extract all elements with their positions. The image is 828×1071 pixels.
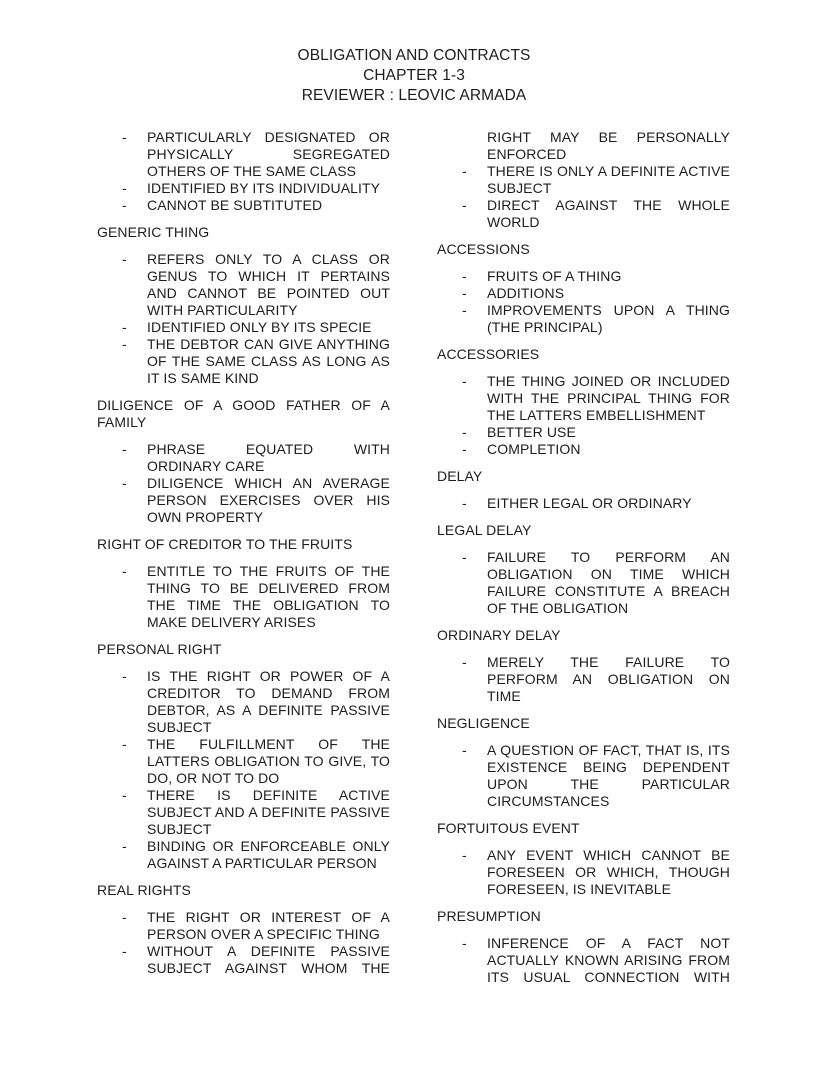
bullet-dash: - — [462, 742, 467, 758]
topic-list — [97, 909, 390, 977]
bullet-dash: - — [462, 163, 467, 179]
topic-heading: DELAY — [437, 468, 483, 484]
document-title-block — [0, 0, 828, 106]
bullet-dash: - — [122, 909, 127, 925]
topic-heading: ACCESSIONS — [437, 241, 530, 257]
list-item-text: COMPLETION — [487, 441, 581, 457]
topic-heading: ACCESSORIES — [437, 346, 540, 362]
topic-heading: PRESUMPTION — [437, 908, 541, 924]
list-item — [437, 163, 730, 197]
document-reviewer: REVIEWER : LEOVIC ARMADA — [301, 87, 527, 104]
bullet-dash: - — [122, 736, 127, 752]
list-item — [437, 742, 730, 810]
topic-list — [437, 129, 730, 231]
bullet-dash: - — [462, 285, 467, 301]
list-item — [97, 563, 390, 631]
document-chapter: CHAPTER 1-3 — [363, 67, 465, 84]
list-item — [437, 495, 730, 512]
list-item-text: CANNOT BE SUBTITUTED — [147, 197, 323, 213]
bullet-dash: - — [122, 838, 127, 854]
list-item-text: IDENTIFIED BY ITS INDIVIDUALITY — [147, 180, 381, 196]
topic-heading: GENERIC THING — [97, 224, 210, 240]
bullet-dash: - — [462, 935, 467, 951]
topic-section — [437, 908, 730, 986]
bullet-dash: - — [122, 129, 127, 145]
list-item — [437, 373, 730, 424]
bullet-dash: - — [122, 180, 127, 196]
topic-heading: REAL RIGHTS — [97, 882, 191, 898]
topic-list — [437, 549, 730, 617]
column-left — [97, 129, 390, 986]
topic-heading: FORTUITOUS EVENT — [437, 820, 580, 836]
list-item-text: A QUESTION OF FACT, THAT IS, ITS EXISTENCE BEING DEPENDENT UPON THE PARTICULAR CIRCUMSTANCES — [487, 742, 730, 809]
list-item-text: THERE IS ONLY A DEFINITE ACTIVE SUBJECT — [487, 163, 730, 196]
list-item — [437, 441, 730, 458]
topic-heading: DILIGENCE OF A GOOD FATHER OF A FAMILY — [97, 397, 390, 430]
list-item — [437, 935, 730, 986]
bullet-dash: - — [462, 268, 467, 284]
topic-section — [437, 820, 730, 898]
list-item-text: WITHOUT A DEFINITE PASSIVE SUBJECT AGAINST WHOM THE — [147, 943, 390, 976]
document-title: OBLIGATION AND CONTRACTS — [297, 47, 531, 64]
list-item-text: REFERS ONLY TO A CLASS OR GENUS TO WHICH IT PERTAINS AND CANNOT BE POINTED OUT WITH PARTICULARITY — [147, 251, 390, 318]
topic-list — [437, 935, 730, 986]
list-item-text: IMPROVEMENTS UPON A THING (THE PRINCIPAL) — [487, 302, 730, 335]
column-right — [437, 129, 730, 986]
topic-list — [437, 742, 730, 810]
topic-heading: NEGLIGENCE — [437, 715, 530, 731]
list-item — [97, 197, 390, 214]
list-item — [97, 736, 390, 787]
bullet-dash: - — [122, 197, 127, 213]
topic-list — [437, 268, 730, 336]
list-item-text: BETTER USE — [487, 424, 576, 440]
two-column-layout — [97, 129, 730, 986]
list-item — [437, 268, 730, 285]
bullet-dash: - — [122, 943, 127, 959]
topic-list — [97, 668, 390, 872]
topic-list — [97, 251, 390, 387]
list-item — [97, 668, 390, 736]
list-item — [97, 787, 390, 838]
bullet-dash: - — [122, 787, 127, 803]
bullet-dash: - — [462, 373, 467, 389]
topic-list — [437, 495, 730, 512]
bullet-dash: - — [462, 654, 467, 670]
bullet-dash: - — [122, 336, 127, 352]
list-item — [97, 336, 390, 387]
list-item — [437, 549, 730, 617]
list-item-text: IS THE RIGHT OR POWER OF A CREDITOR TO DEMAND FROM DEBTOR, AS A DEFINITE PASSIVE SUBJECT — [147, 668, 390, 735]
topic-heading: PERSONAL RIGHT — [97, 641, 222, 657]
list-item-text: ANY EVENT WHICH CANNOT BE FORESEEN OR WHICH, THOUGH FORESEEN, IS INEVITABLE — [487, 847, 730, 897]
topic-section — [97, 224, 390, 387]
topic-section — [97, 882, 390, 977]
topic-section — [437, 627, 730, 705]
topic-section — [437, 468, 730, 512]
list-item-text: THE RIGHT OR INTEREST OF A PERSON OVER A SPECIFIC THING — [147, 909, 390, 942]
list-item — [97, 251, 390, 319]
bullet-dash: - — [122, 319, 127, 335]
bullet-dash: - — [122, 475, 127, 491]
bullet-dash: - — [462, 441, 467, 457]
topic-section — [97, 129, 390, 214]
topic-heading: LEGAL DELAY — [437, 522, 532, 538]
list-item-text: EITHER LEGAL OR ORDINARY — [487, 495, 692, 511]
list-item — [437, 302, 730, 336]
list-item — [437, 847, 730, 898]
list-item — [97, 319, 390, 336]
topic-list — [437, 847, 730, 898]
list-item-text: BINDING OR ENFORCEABLE ONLY AGAINST A PARTICULAR PERSON — [147, 838, 390, 871]
list-item-text: MERELY THE FAILURE TO PERFORM AN OBLIGATION ON TIME — [487, 654, 730, 704]
list-item-text: RIGHT MAY BE PERSONALLY ENFORCED — [487, 129, 730, 162]
list-item — [97, 838, 390, 872]
list-item-text: PARTICULARLY DESIGNATED OR PHYSICALLY SEGREGATED OTHERS OF THE SAME CLASS — [147, 129, 390, 179]
bullet-dash: - — [462, 549, 467, 565]
topic-list — [97, 563, 390, 631]
topic-heading: RIGHT OF CREDITOR TO THE FRUITS — [97, 536, 353, 552]
topic-section — [97, 397, 390, 526]
list-item-text: ENTITLE TO THE FRUITS OF THE THING TO BE DELIVERED FROM THE TIME THE OBLIGATION TO MAKE DELIVERY ARISES — [147, 563, 390, 630]
topic-heading: ORDINARY DELAY — [437, 627, 561, 643]
topic-section — [437, 522, 730, 617]
list-item — [437, 197, 730, 231]
list-item — [97, 909, 390, 943]
topic-list — [97, 441, 390, 526]
topic-section — [97, 641, 390, 872]
list-item — [97, 129, 390, 180]
list-item — [437, 285, 730, 302]
bullet-dash: - — [122, 441, 127, 457]
bullet-dash: - — [462, 424, 467, 440]
topic-list — [437, 373, 730, 458]
list-item-text: THE FULFILLMENT OF THE LATTERS OBLIGATION TO GIVE, TO DO, OR NOT TO DO — [147, 736, 390, 786]
topic-section — [97, 536, 390, 631]
list-item — [97, 441, 390, 475]
topic-section — [437, 241, 730, 336]
bullet-dash: - — [122, 563, 127, 579]
list-item-text: PHRASE EQUATED WITH ORDINARY CARE — [147, 441, 390, 474]
list-item-text: THE DEBTOR CAN GIVE ANYTHING OF THE SAME CLASS AS LONG AS IT IS SAME KIND — [147, 336, 390, 386]
topic-list — [437, 654, 730, 705]
list-item — [437, 654, 730, 705]
bullet-dash: - — [462, 495, 467, 511]
list-item-text: FAILURE TO PERFORM AN OBLIGATION ON TIME WHICH FAILURE CONSTITUTE A BREACH OF THE OBLIGATION — [487, 549, 730, 616]
bullet-dash: - — [122, 251, 127, 267]
bullet-dash: - — [462, 302, 467, 318]
list-item-text: INFERENCE OF A FACT NOT ACTUALLY KNOWN ARISING FROM ITS USUAL CONNECTION WITH — [487, 935, 730, 985]
topic-list — [97, 129, 390, 214]
list-item-text: THE THING JOINED OR INCLUDED WITH THE PRINCIPAL THING FOR THE LATTERS EMBELLISHMENT — [487, 373, 730, 423]
list-item-text: IDENTIFIED ONLY BY ITS SPECIE — [147, 319, 372, 335]
bullet-dash: - — [462, 197, 467, 213]
list-item — [97, 943, 390, 977]
list-item-text: DIRECT AGAINST THE WHOLE WORLD — [487, 197, 730, 230]
topic-section — [437, 715, 730, 810]
bullet-dash: - — [462, 847, 467, 863]
list-item — [97, 180, 390, 197]
topic-section — [437, 346, 730, 458]
topic-section — [437, 129, 730, 231]
list-item — [437, 129, 730, 163]
list-item-text: DILIGENCE WHICH AN AVERAGE PERSON EXERCISES OVER HIS OWN PROPERTY — [147, 475, 390, 525]
list-item-text: FRUITS OF A THING — [487, 268, 622, 284]
list-item — [97, 475, 390, 526]
list-item-text: THERE IS DEFINITE ACTIVE SUBJECT AND A DEFINITE PASSIVE SUBJECT — [147, 787, 390, 837]
bullet-dash: - — [122, 668, 127, 684]
list-item-text: ADDITIONS — [487, 285, 565, 301]
list-item — [437, 424, 730, 441]
